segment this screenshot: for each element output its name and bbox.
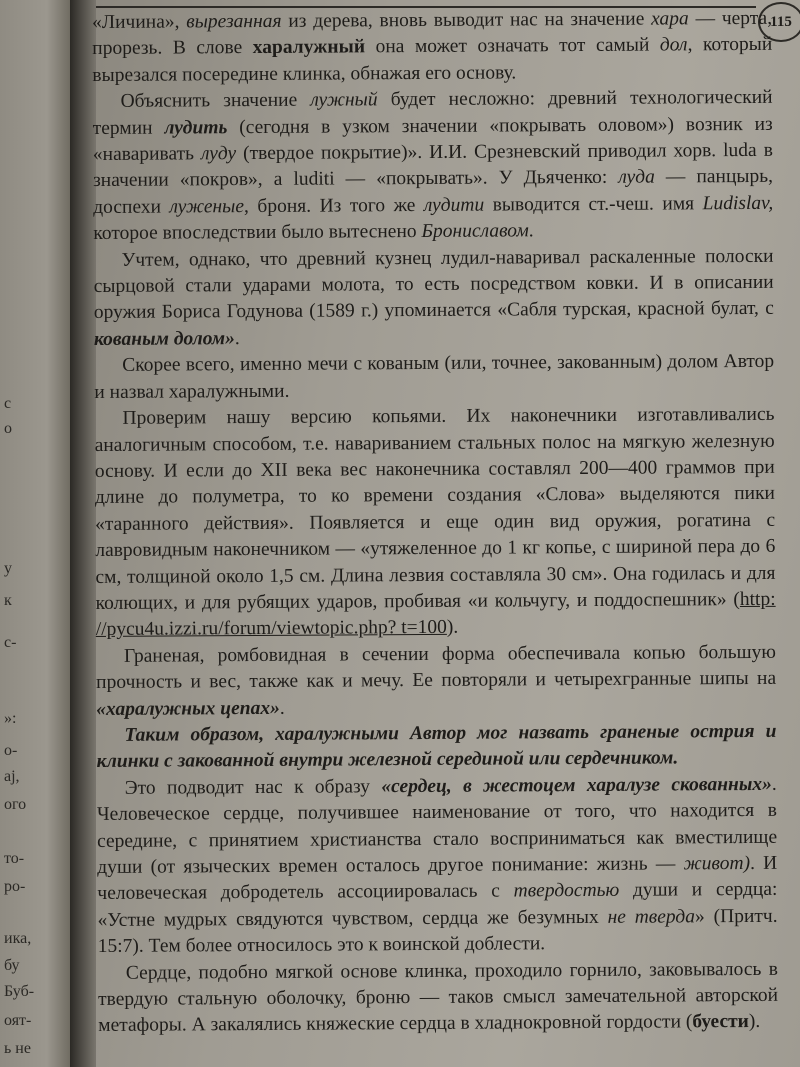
text-run: «Личина», <box>92 11 187 33</box>
emphasized-text: вырезанная <box>186 10 282 33</box>
text-run: выводится ст.-чеш. имя <box>484 193 703 216</box>
emphasized-text: лудить <box>164 116 228 139</box>
url-link[interactable]: http: //pycu4u.izzi.ru/forum/viewtopic.php? t=100 <box>95 588 776 641</box>
page-body-text <box>92 6 778 1040</box>
emphasized-text: не тверда <box>607 906 696 928</box>
text-run: ). <box>748 1011 761 1033</box>
text-run: из дерева, вновь выводит нас на значение <box>281 8 652 32</box>
emphasized-text: кованым долом» <box>93 328 235 350</box>
emphasized-text: Ludislav, <box>702 192 774 215</box>
text-run: будет несложно: древний технологический термин <box>92 87 773 139</box>
left-page-fragment: »: <box>4 710 17 727</box>
emphasized-text: дол <box>659 34 688 56</box>
text-run: Скорее всего, именно мечи с кованым (или, точнее, закованным) долом Автор и назвал харалужными. <box>94 351 775 403</box>
paragraph <box>92 85 773 248</box>
text-run: Объяснить значение <box>120 89 311 113</box>
left-page-fragment: ро- <box>4 878 26 895</box>
text-run: Сердце, подобно мягкой основе клинка, проходило горнило, заковывалось в твердую стальную оболочку, броню — таков смысл замечательной авторской метафоры. А закалялись княжеские сердца в хладнокровной гордости ( <box>97 958 779 1037</box>
text-run: которое впоследствии было вытеснено <box>93 221 422 245</box>
left-page-fragment: ь не <box>4 1040 31 1057</box>
text-run: души и сердца: «Устне мудрых свядуются чувством, сердца же безумных <box>97 879 778 931</box>
text-run: , который вырезался посередине клинка, обнажая его основу. <box>92 34 773 86</box>
text-run: (твердое покрытие)». И.И. Срезневский приводил хорв. luda в значении «покров», а luditi — «покрывать». У Дьяченко: <box>92 139 773 192</box>
emphasized-text: твердостью <box>513 880 620 902</box>
text-run: Учтем, однако, что древний кузнец лудил-наваривал раскаленные полоски сырцовой стали ударами молота, то есть посредством ковки. И в описании оружия Бориса Годунова (1589 г.) упоминается «Сабля турская, красной булат, с <box>93 245 774 324</box>
text-run: (сегодня в узком значении «покрывать оловом») возник из «наваривать <box>92 113 773 166</box>
text-run: ). <box>446 617 459 639</box>
emphasized-text: луда <box>618 167 655 189</box>
text-run: Граненая, ромбовидная в сечении форма обеспечивала копью большую прочность и вес, также как и мечу. Ее повторяли и четырехгранные шипы на <box>96 641 777 694</box>
emphasized-text: «сердец, в жестоцем харалузе скованных» <box>381 773 772 798</box>
paragraph <box>97 772 778 961</box>
text-run: она может означать тот самый <box>364 34 660 58</box>
page-number-text: 115 <box>770 13 792 30</box>
text-run: Проверим нашу версию копьями. Их наконечники изготавливались аналогичным способом, т.е. навариванием стальных полос на мягкую железную основу. И если до XII века вес наконечника составлял 200—400 граммов при длине до полуметра, то ко времени создания «Слова» выделяются пики «таранного действия». Появляется и еще один вид оружия, рогатина с лавровидным наконечником — «утяжеленное до 1 кг копье, с шириной пера до 6 см, толщиной около 1,5 см. Длина лезвия составляла 30 см». Она годилась и для колющих, и для рубящих ударов, пробивая «и кольчугу, и поддоспешник» ( <box>94 403 776 614</box>
paragraph <box>94 349 774 406</box>
emphasized-text: лужный <box>310 89 378 111</box>
left-page-fragment: ого <box>4 796 27 813</box>
text-run: . <box>279 697 285 719</box>
emphasized-text: «харалужных цепах» <box>96 697 280 720</box>
emphasized-text: луду <box>200 143 237 165</box>
text-run: . И человеческая добродетель ассоциировалась с <box>97 852 778 905</box>
text-run: » (Притч. 15:7). Тем более относилось это к воинской доблести. <box>97 905 778 958</box>
left-page-fragment: о- <box>4 742 18 759</box>
emphasized-text: Брониславом <box>421 220 529 243</box>
text-run: . Человеческое сердце, получившее наименование от того, что находится в середине, с принятием христианства стало восприниматься как вместилище души (от языческих времен осталось другое понимание: жизнь — <box>96 773 778 878</box>
left-page-edge <box>0 0 78 1067</box>
emphasized-text: луженые <box>169 195 245 218</box>
left-page-fragment: ика, <box>4 930 32 947</box>
emphasized-text: лудити <box>423 194 485 216</box>
paragraph <box>94 402 775 644</box>
left-page-fragment: с <box>4 395 12 412</box>
left-page-fragment: aj, <box>4 768 20 785</box>
paragraph <box>92 6 772 89</box>
text-run: . <box>234 327 240 350</box>
emphasized-text: харалужный <box>252 36 366 59</box>
paragraph <box>98 956 778 1039</box>
emphasized-text: живот) <box>683 852 751 875</box>
paragraph <box>93 243 774 353</box>
left-page-fragment: к <box>4 592 12 609</box>
left-page-fragment: оят- <box>4 1012 32 1029</box>
text-run: — черта, прорезь. В слове <box>92 7 773 60</box>
left-page-fragment: у <box>4 560 12 577</box>
text-run: Таким образом, харалужными Автор мог назвать граненые острия и клинки с закованной внутри железной серединой или сердечником. <box>96 720 777 773</box>
emphasized-text: хара <box>651 8 689 30</box>
emphasized-text: буести <box>692 1011 749 1033</box>
text-run: — панцырь, доспехи <box>93 166 774 218</box>
left-page-fragment: о <box>4 420 12 437</box>
text-run: , броня. Из того же <box>243 194 424 217</box>
emphasis-paragraph <box>96 719 776 776</box>
left-page-fragment: Буб- <box>4 983 35 1000</box>
left-page-fragment: то- <box>4 850 25 867</box>
text-run: . <box>528 220 534 242</box>
text-run: Это подводит нас к образу <box>124 776 382 799</box>
left-page-fragment: бу <box>4 957 20 974</box>
paragraph <box>96 640 776 723</box>
left-page-fragment: с- <box>4 634 17 651</box>
